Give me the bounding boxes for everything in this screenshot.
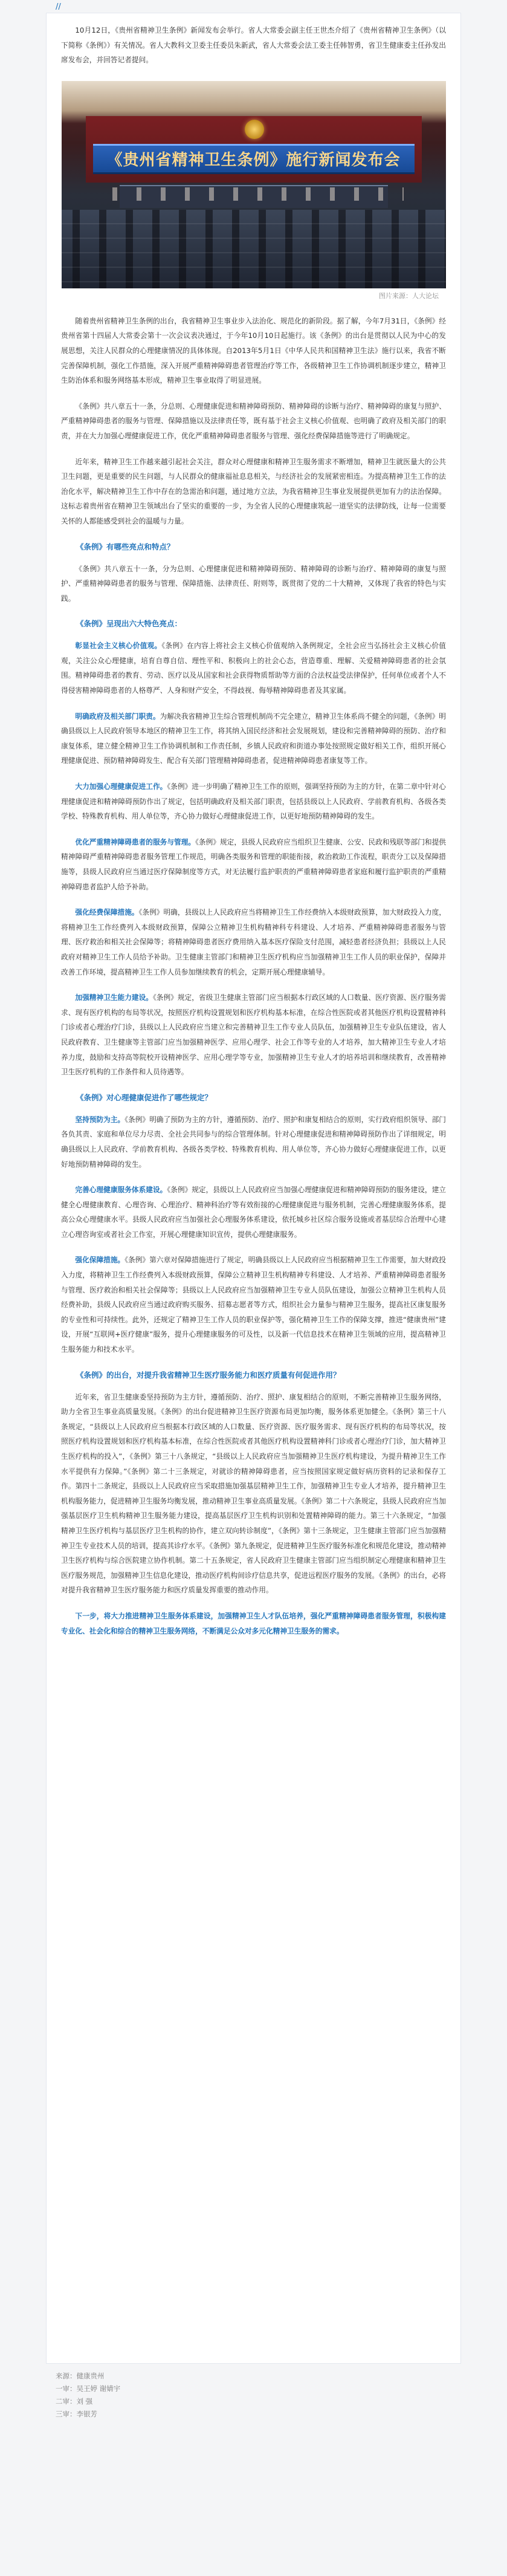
meta-source: 来源：健康贵州 [56, 2372, 105, 2380]
feature-title: 加强精神卫生能力建设。 [75, 993, 153, 1002]
q2-item-body: 《条例》规定，县级以上人民政府应当加强心理健康促进和精神障碍预防的服务建设，建立健全心理健康教育、心理咨询、心理治疗、精神科治疗等有效衔接的心理健康促进与服务机制，完善心理健康服务体系，提高公众心理健康水平。县级人民政府应当加强社会心理服务体系建设，依托城乡社区综合服务设施或者基层综合治理中心建立心理咨询室或者社会工作室，开展心理健康知识宣传，提供心理健康服务。 [61, 1186, 446, 1239]
q2-item-body: 《条例》明确了预防为主的方针，遵循预防、治疗、照护和康复相结合的原则，实行政府组织领导、部门各负其责、家庭和单位尽力尽责、全社会共同参与的综合管理体制。针对心理健康促进和精神障碍预防作出了详细规定，明确县级以上人民政府、学前教育机构、各级各类学校、特殊教育机构、用人单位等，齐心协力做好心理健康促进工作，以更好地预防精神障碍的发生。 [61, 1115, 446, 1169]
q2-item-body: 《条例》第六章对保障措施进行了规定，明确县级以上人民政府应当根据精神卫生工作需要，加大财政投入力度，将精神卫生工作经费列入本级财政预算，保障公立精神卫生机构精神专科建设、人才培养、严重精神障碍患者服务与管理、医疗救治和相关社会保障等；县级以上人民政府应当加强精神卫生专业人员队伍建设，加强公立精神卫生机构人员经费补助，县级人民政府应当通过政府购买服务、招募志愿者等方式，组织社会力量参与精神卫生服务，提高社区康复服务的专业性和可持续性。此外，还规定了精神卫生工作人员的职业保护等，强化精神卫生工作的保障支撑，推进“健康贵州”建设，开展“互联网+医疗健康”服务，提升心理健康服务的可及性，以及新一代信息技术在精神卫生领域的应用，提高精神卫生服务能力和技术水平。 [61, 1256, 446, 1354]
subheading: 《条例》呈现出六大特色亮点： [76, 619, 182, 629]
paragraph: 近年来，精神卫生工作越来越引起社会关注，群众对心理健康和精神卫生服务需求不断增加，精神卫生就医量大的公共卫生问题，更是重要的民生问题，与人民群众的健康福祉息息相关，与经济社会的发展紧密相连。为提高精神卫生工作的法治化水平，解决精神卫生工作中存在的急需治和问题，通过地方立法，为我省精神卫生事业发展提供更加有力的法治保障。这标志着贵州省在精神卫生领域出台了坚实的重要的一步，为全省人民的心理健康筑起一道坚实的法律防线，让每一位需要关怀的人都能感受到社会的温暖与力量。 [61, 457, 446, 525]
meta-editor-3: 三审：李银芳 [56, 2410, 97, 2418]
feature-title: 大力加强心理健康促进工作。 [75, 782, 167, 791]
intro-paragraph: 10月12日，《贵州省精神卫生条例》新闻发布会举行。省人大常委会副主任王世杰介绍了《贵州省精神卫生条例》（以下简称《条例》）有关情况。省人大教科文卫委主任委员朱新武，省人大常委会法工委主任韩智勇，省卫生健康委主任孙发出席发布会，并回答记者提问。 [61, 26, 446, 65]
feature-body: 《条例》进一步明确了精神卫生工作的原则，强调坚持预防为主的方针，在第二章中针对心理健康促进和精神障碍预防作出了规定，包括明确政府及相关部门职责，包括县级以上人民政府、学前教育机构、各级各类学校、特殊教育机构、用人单位等，齐心协力做好心理健康促进工作，以更好地预防精神障碍的发生。 [61, 782, 446, 821]
question-heading-2: 《条例》对心理健康促进作了哪些规定？ [76, 1092, 213, 1102]
article-card [47, 13, 460, 2363]
meta-editor-1: 一审：吴王婷 谢婧宇 [56, 2384, 121, 2393]
q2-item-title: 坚持预防为主。 [75, 1115, 125, 1124]
feature-item [61, 709, 446, 768]
feature-title: 彰显社会主义核心价值观。 [75, 641, 162, 650]
paragraph: 《条例》共八章五十一条，分总则、心理健康促进和精神障碍预防、精神障碍的诊断与治疗、精神障碍的康复与照护、严重精神障碍患者的服务与管理、保障措施以及法律责任等，既有基于社会主义核心价值观、也明确了政府及相关部门的职责，并在大力加强心理健康促进工作，优化严重精神障碍患者服务与管理、强化经费保障措施等进行了明确规定。 [61, 401, 446, 440]
feature-item [61, 638, 446, 698]
feature-body: 《条例》在内容上将社会主义核心价值观纳入条例规定，全社会应当弘扬社会主义核心价值观，关注公众心理健康，培育自尊自信、理性平和、积极向上的社会心态，营造尊重、理解、关爱精神障碍患者的社会氛围。精神障碍患者的教育、劳动、医疗以及从国家和社会获得物质帮助等方面的合法权益受法律保护，任何单位或者个人不得侵害精神障碍患者的人格尊严、人身和财产安全，不得歧视、侮辱精神障碍患者及其家属。 [61, 641, 446, 695]
feature-item [61, 990, 446, 1080]
emblem-icon [245, 120, 264, 139]
meta-editor-2: 二审：刘 强 [56, 2397, 93, 2406]
feature-title: 明确政府及相关部门职责。 [75, 712, 160, 721]
question-heading-3: 《条例》的出台，对提升我省精神卫生医疗服务能力和医疗质量有何促进作用？ [76, 1370, 341, 1380]
feature-body: 《条例》明确，县级以上人民政府应当将精神卫生工作经费纳入本级财政预算，加大财政投入力度，将精神卫生工作经费列入本级财政预算，保障公立精神卫生机构精神科专科建设、人才培养、严重精神障碍患者服务与管理、医疗救治和相关社会保障等；将精神障碍患者医疗费用纳入基本医疗保险支付范围，减轻患者经济负担；县级以上人民政府对精神卫生工作人员给予补助。卫生健康主管部门和精神卫生医疗机构应当加强精神卫生工作人员的职业保护，保障并改善工作环境，提高精神卫生工作人员参加继续教育的机会，定期开展心理健康辅导。 [61, 908, 446, 976]
q2-item [61, 1112, 446, 1172]
q2-item [61, 1253, 446, 1357]
article-meta [56, 2370, 120, 2421]
question-heading-1: 《条例》有哪些亮点和特点？ [76, 542, 175, 551]
q2-item [61, 1183, 446, 1242]
feature-item [61, 835, 446, 894]
feature-item [61, 905, 446, 979]
paragraph: 近年来，省卫生健康委坚持预防为主方针，遵循预防、治疗、照护、康复相结合的原则，不断完善精神卫生服务网络，助力全省卫生事业高质量发展。《条例》的出台促进精神卫生医疗资源布局更加均衡，服务体系更加健全。《条例》第三十八条规定，“县级以上人民政府应当根据本行政区域的人口数量、医疗资源、医疗服务需求、现有医疗机构的布局等状况，按照医疗机构设置规划和医疗机构基本标准，在综合性医院或者其他医疗机构设置精神科门诊或者心理治疗门诊，加大精神卫生医疗机构的投入”，《条例》第三十八条规定，“县级以上人民政府应当加强精神卫生医疗机构建设，为提升精神卫生工作水平提供有力保障。”《条例》第二十三条规定，对就诊的精神障碍患者，应当按照国家规定做好病历资料的记录和保存工作。第四十二条规定，县级以上人民政府应当采取措施加强基层精神卫生工作，加强精神卫生专业人才培养，提升精神卫生机构服务能力，促进精神卫生服务均衡发展，推动精神卫生事业高质量发展。《条例》第二十六条规定，县级人民政府应当加强基层医疗卫生机构精神卫生服务能力建设，提高基层医疗卫生机构识别和处置精神障碍的能力。第三十六条规定，“加强精神卫生医疗机构与基层医疗卫生机构的协作，建立双向转诊制度”，《条例》第十三条规定，卫生健康主管部门应当加强精神卫生专业技术人员的培训，提高其诊疗水平。《条例》第九条规定，促进精神卫生医疗服务标准化和规范化建设，推动精神卫生医疗机构与综合医院建立协作机制。第二十五条规定，省人民政府卫生健康主管部门应当组织制定心理健康和精神卫生医疗服务规范，加强精神卫生信息化建设，推动医疗机构间诊疗信息共享，促进远程医疗服务的发展。《条例》的出台，必将对提升我省精神卫生医疗服务能力和医疗质量发挥重要的推动作用。 [61, 1392, 446, 1595]
feature-body: 《条例》规定，省级卫生健康主管部门应当根据本行政区域的人口数量、医疗资源、医疗服务需求、现有医疗机构的布局等状况，按照医疗机构设置规划和医疗机构基本标准，在综合性医院或者其他医疗机构设置精神科门诊或者心理治疗门诊，县级以上人民政府应当建立和完善精神卫生工作专业人员队伍，加强精神卫生专业队伍建设，省人民政府教育、卫生健康等主管部门应当加强精神医学、应用心理学、社会工作等专业的人才培养，加大精神卫生专业人才培养力度，鼓励和支持高等院校开设精神医学、应用心理学等专业，加强精神卫生专业人才的培养培训和继续教育，改善精神卫生医疗机构的工作条件和人员待遇等。 [61, 993, 446, 1077]
press-conference-photo [62, 81, 446, 288]
paragraph: 《条例》共八章五十一条，分为总则、心理健康促进和精神障碍预防、精神障碍的诊断与治疗、精神障碍的康复与照护、严重精神障碍患者的服务与管理、保障措施、法律责任、附则等，既贯彻了党的二十大精神，又体现了我省的特色与实践。 [61, 564, 446, 603]
topbar-mark: // [56, 2, 61, 11]
q2-item-title: 强化保障措施。 [75, 1256, 125, 1265]
photo-caption: 图片来源：人大论坛 [379, 291, 439, 300]
photo-banner: 《贵州省精神卫生条例》施行新闻发布会 [93, 144, 415, 174]
feature-item [61, 779, 446, 824]
feature-body: 《条例》规定，县级人民政府应当组织卫生健康、公安、民政和残联等部门和提供精神障碍严重精神障碍患者服务管理工作规范，明确各类服务和管理的职能衔接，救治救助工作流程，职责分工以及保障措施等，县级人民政府应当通过医疗保障制度等方式，对无法履行监护职责的严重精神障碍患者家庭和履行监护职责的严重精神障碍患者监护人给予补助。 [61, 837, 446, 891]
closing-paragraph: 下一步，将大力推进精神卫生服务体系建设，加强精神卫生人才队伍培养，强化严重精神障碍患者服务管理，积极构建专业化、社会化和综合的精神卫生服务网络，不断满足公众对多元化精神卫生服务的需求。 [61, 1611, 446, 1635]
feature-body: 为解决我省精神卫生综合管理机制尚不完全建立，精神卫生体系尚不健全的问题，《条例》明确县级以上人民政府领导本地区的精神卫生工作，将其纳入国民经济和社会发展规划，建设和完善精神障碍的预防、治疗和康复体系，建立健全精神卫生工作协调机制和工作责任制，乡镇人民政府和街道办事处按照规定做好相关工作，组织开展心理健康促进、预防精神障碍发生、配合有关部门管理精神障碍患者，促进精神障碍患者康复等工作。 [61, 712, 446, 765]
feature-title: 优化严重精神障碍患者的服务与管理。 [75, 837, 196, 846]
article-content [47, 13, 460, 1638]
paragraph: 随着贵州省精神卫生条例的出台，我省精神卫生事业步入法治化、规范化的新阶段。据了解，今年7月31日，《条例》经贵州省第十四届人大常委会第十一次会议表决通过，于今年10月10日起施行。该《条例》的出台是贯彻以人民为中心的发展思想，关注人民群众的心理健康情况的具体体现。自2013年5月1日《中华人民共和国精神卫生法》施行以来，我省不断完善保障机制，强化工作措施，深入开展严重精神障碍患者管理治疗等工作，各级精神卫生工作协调机制逐步建立，精神卫生防治体系和服务网络基本形成，精神卫生事业取得了明显进展。 [61, 316, 446, 385]
topbar [0, 0, 507, 13]
feature-title: 强化经费保障措施。 [75, 908, 139, 917]
q2-item-title: 完善心理健康服务体系建设。 [75, 1186, 167, 1195]
